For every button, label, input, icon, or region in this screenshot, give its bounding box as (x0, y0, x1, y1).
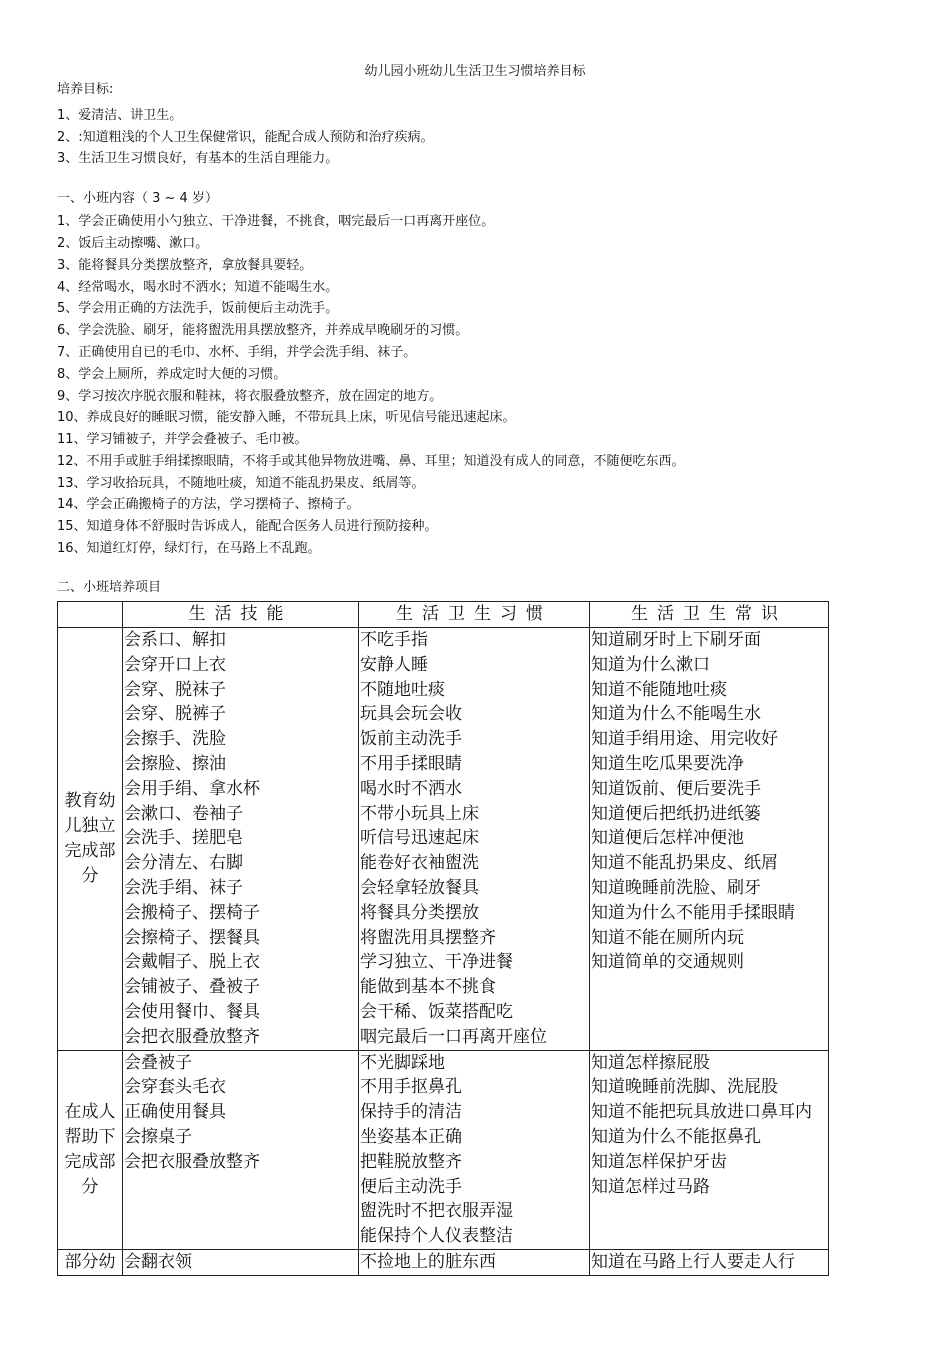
content-item: 11、学习铺被子，并学会叠被子、毛巾被。 (57, 432, 308, 447)
list-item: 会洗手绢、袜子 (124, 877, 243, 898)
skills-cell (123, 628, 359, 1051)
content-item: 13、学习收拾玩具，不随地吐痰，知道不能乱扔果皮、纸屑等。 (57, 476, 425, 491)
table-row (58, 1249, 829, 1275)
list-item: 会把衣服叠放整齐 (124, 1151, 260, 1172)
list-item: 知道饭前、便后要洗手 (591, 778, 761, 799)
section1-heading: 一、小班内容（ 3 ~ 4 岁） (57, 191, 218, 206)
list-item: 不捡地上的脏东西 (360, 1251, 496, 1272)
content-item: 2、饭后主动擦嘴、漱口。 (57, 236, 209, 251)
list-item: 会翻衣领 (124, 1251, 192, 1272)
content-item: 6、学会洗脸、刷牙，能将盥洗用具摆放整齐，并养成早晚刷牙的习惯。 (57, 323, 469, 338)
list-item: 不光脚踩地 (360, 1052, 445, 1073)
list-item: 会系口、解扣 (124, 630, 226, 650)
list-item: 能卷好衣袖盥洗 (360, 853, 479, 874)
content-item: 9、学习按次序脱衣服和鞋袜，将衣服叠放整齐，放在固定的地方。 (57, 389, 443, 404)
list-item: 知道刷牙时上下刷牙面 (591, 630, 761, 650)
knowledge-cell (590, 1249, 829, 1275)
training-table (57, 601, 829, 1276)
row-label: 教育幼儿独立完成部分 (58, 628, 123, 1051)
goal-item: 3、生活卫生习惯良好，有基本的生活自理能力。 (57, 151, 339, 166)
list-item: 会擦手、洗脸 (124, 729, 226, 750)
list-item: 喝水时不洒水 (360, 778, 462, 799)
list-item: 不用手揉眼睛 (360, 753, 462, 774)
skills-cell (123, 1050, 359, 1249)
list-item: 知道不能乱扔果皮、纸屑 (591, 853, 778, 874)
header-corner (58, 602, 123, 628)
habits-cell (359, 628, 590, 1051)
list-item: 能做到基本不挑食 (360, 977, 496, 998)
list-item: 会把衣服叠放整齐 (124, 1026, 260, 1047)
table-header-row (58, 602, 829, 628)
row-label: 部分幼 (58, 1249, 123, 1275)
list-item: 知道为什么不能喝生水 (591, 704, 761, 725)
list-item: 知道简单的交通规则 (591, 952, 744, 973)
list-item: 知道不能随地吐痰 (591, 679, 727, 700)
list-item: 便后主动洗手 (360, 1176, 462, 1197)
list-item: 会搬椅子、摆椅子 (124, 902, 260, 923)
list-item: 饭前主动洗手 (360, 729, 462, 750)
goal-item: 1、爱清洁、讲卫生。 (57, 108, 183, 123)
content-item: 4、经常喝水，喝水时不洒水；知道不能喝生水。 (57, 280, 339, 295)
content-item: 10、养成良好的睡眠习惯，能安静入睡，不带玩具上床，听见信号能迅速起床。 (57, 410, 516, 425)
habits-cell (359, 1050, 590, 1249)
list-item: 把鞋脱放整齐 (360, 1151, 462, 1172)
list-item: 知道不能在厕所内玩 (591, 927, 744, 948)
list-item: 会戴帽子、脱上衣 (124, 952, 260, 973)
list-item: 知道便后怎样冲便池 (591, 828, 744, 849)
header-skills: 生活技能 (123, 602, 359, 628)
list-item: 会穿开口上衣 (124, 654, 226, 675)
list-item: 会擦桌子 (124, 1126, 192, 1147)
header-knowledge: 生活卫生常识 (590, 602, 829, 628)
content-item: 14、学会正确搬椅子的方法，学习摆椅子、擦椅子。 (57, 497, 360, 512)
content-item: 12、不用手或脏手绢揉擦眼睛，不将手或其他异物放进嘴、鼻、耳里；知道没有成人的同意，不随便吃东西。 (57, 454, 685, 469)
list-item: 会使用餐巾、餐具 (124, 1001, 260, 1022)
list-item: 会擦脸、擦油 (124, 753, 226, 774)
list-item: 保持手的清洁 (360, 1102, 462, 1123)
list-item: 坐姿基本正确 (360, 1126, 462, 1147)
list-item: 不吃手指 (360, 630, 428, 650)
content-item: 5、学会用正确的方法洗手，饭前便后主动洗手。 (57, 301, 339, 316)
document-title: 幼儿园小班幼儿生活卫生习惯培养目标 (364, 64, 586, 79)
list-item: 盥洗时不把衣服弄湿 (360, 1201, 513, 1222)
list-item: 知道不能把玩具放进口鼻耳内 (591, 1102, 812, 1123)
list-item: 会穿、脱裤子 (124, 704, 226, 725)
list-item: 听信号迅速起床 (360, 828, 479, 849)
list-item: 会洗手、搓肥皂 (124, 828, 243, 849)
list-item: 知道怎样保护牙齿 (591, 1151, 727, 1172)
list-item: 不用手抠鼻孔 (360, 1077, 462, 1098)
table-row (58, 628, 829, 1051)
list-item: 知道生吃瓜果要洗净 (591, 753, 744, 774)
list-item: 知道在马路上行人要走人行 (591, 1251, 795, 1272)
content-item: 3、能将餐具分类摆放整齐，拿放餐具要轻。 (57, 258, 313, 273)
table-row (58, 1050, 829, 1249)
list-item: 会干稀、饭菜搭配吃 (360, 1001, 513, 1022)
goal-item: 2、:知道粗浅的个人卫生保健常识，能配合成人预防和治疗疾病。 (57, 130, 434, 145)
content-item: 15、知道身体不舒服时告诉成人，能配合医务人员进行预防接种。 (57, 519, 438, 534)
list-item: 学习独立、干净进餐 (360, 952, 513, 973)
knowledge-cell (590, 1050, 829, 1249)
list-item: 会擦椅子、摆餐具 (124, 927, 260, 948)
content-item: 7、正确使用自已的毛巾、水杯、手绢，并学会洗手绢、袜子。 (57, 345, 417, 360)
habits-cell (359, 1249, 590, 1275)
knowledge-cell (590, 628, 829, 1051)
list-item: 能保持个人仪表整洁 (360, 1226, 513, 1247)
list-item: 会用手绢、拿水杯 (124, 778, 260, 799)
skills-cell (123, 1249, 359, 1275)
list-item: 知道晚睡前洗脸、刷牙 (591, 877, 761, 898)
list-item: 知道手绢用途、用完收好 (591, 729, 778, 750)
list-item: 会轻拿轻放餐具 (360, 877, 479, 898)
content-item: 8、学会上厕所，养成定时大便的习惯。 (57, 367, 287, 382)
list-item: 安静人睡 (360, 654, 428, 675)
list-item: 会叠被子 (124, 1052, 192, 1073)
goals-heading: 培养目标: (57, 82, 114, 97)
list-item: 会穿、脱袜子 (124, 679, 226, 700)
list-item: 玩具会玩会收 (360, 704, 462, 725)
list-item: 不随地吐痰 (360, 679, 445, 700)
list-item: 知道晚睡前洗脚、洗屁股 (591, 1077, 778, 1098)
list-item: 咽完最后一口再离开座位 (360, 1026, 547, 1047)
list-item: 会分清左、右脚 (124, 853, 243, 874)
list-item: 知道为什么漱口 (591, 654, 710, 675)
list-item: 知道怎样擦屁股 (591, 1052, 710, 1073)
content-item: 16、知道红灯停，绿灯行，在马路上不乱跑。 (57, 541, 321, 556)
list-item: 会穿套头毛衣 (124, 1077, 226, 1098)
list-item: 将餐具分类摆放 (360, 902, 479, 923)
list-item: 会漱口、卷袖子 (124, 803, 243, 824)
list-item: 知道为什么不能抠鼻孔 (591, 1126, 761, 1147)
list-item: 知道怎样过马路 (591, 1176, 710, 1197)
header-habits: 生活卫生习惯 (359, 602, 590, 628)
list-item: 会铺被子、叠被子 (124, 977, 260, 998)
row-label: 在成人帮助下完成部分 (58, 1050, 123, 1249)
list-item: 将盥洗用具摆整齐 (360, 927, 496, 948)
list-item: 正确使用餐具 (124, 1102, 226, 1123)
section2-heading: 二、小班培养项目 (57, 580, 162, 595)
content-item: 1、学会正确使用小勺独立、干净进餐，不挑食，咽完最后一口再离开座位。 (57, 214, 495, 229)
list-item: 不带小玩具上床 (360, 803, 479, 824)
list-item: 知道为什么不能用手揉眼睛 (591, 902, 795, 923)
list-item: 知道便后把纸扔进纸篓 (591, 803, 761, 824)
